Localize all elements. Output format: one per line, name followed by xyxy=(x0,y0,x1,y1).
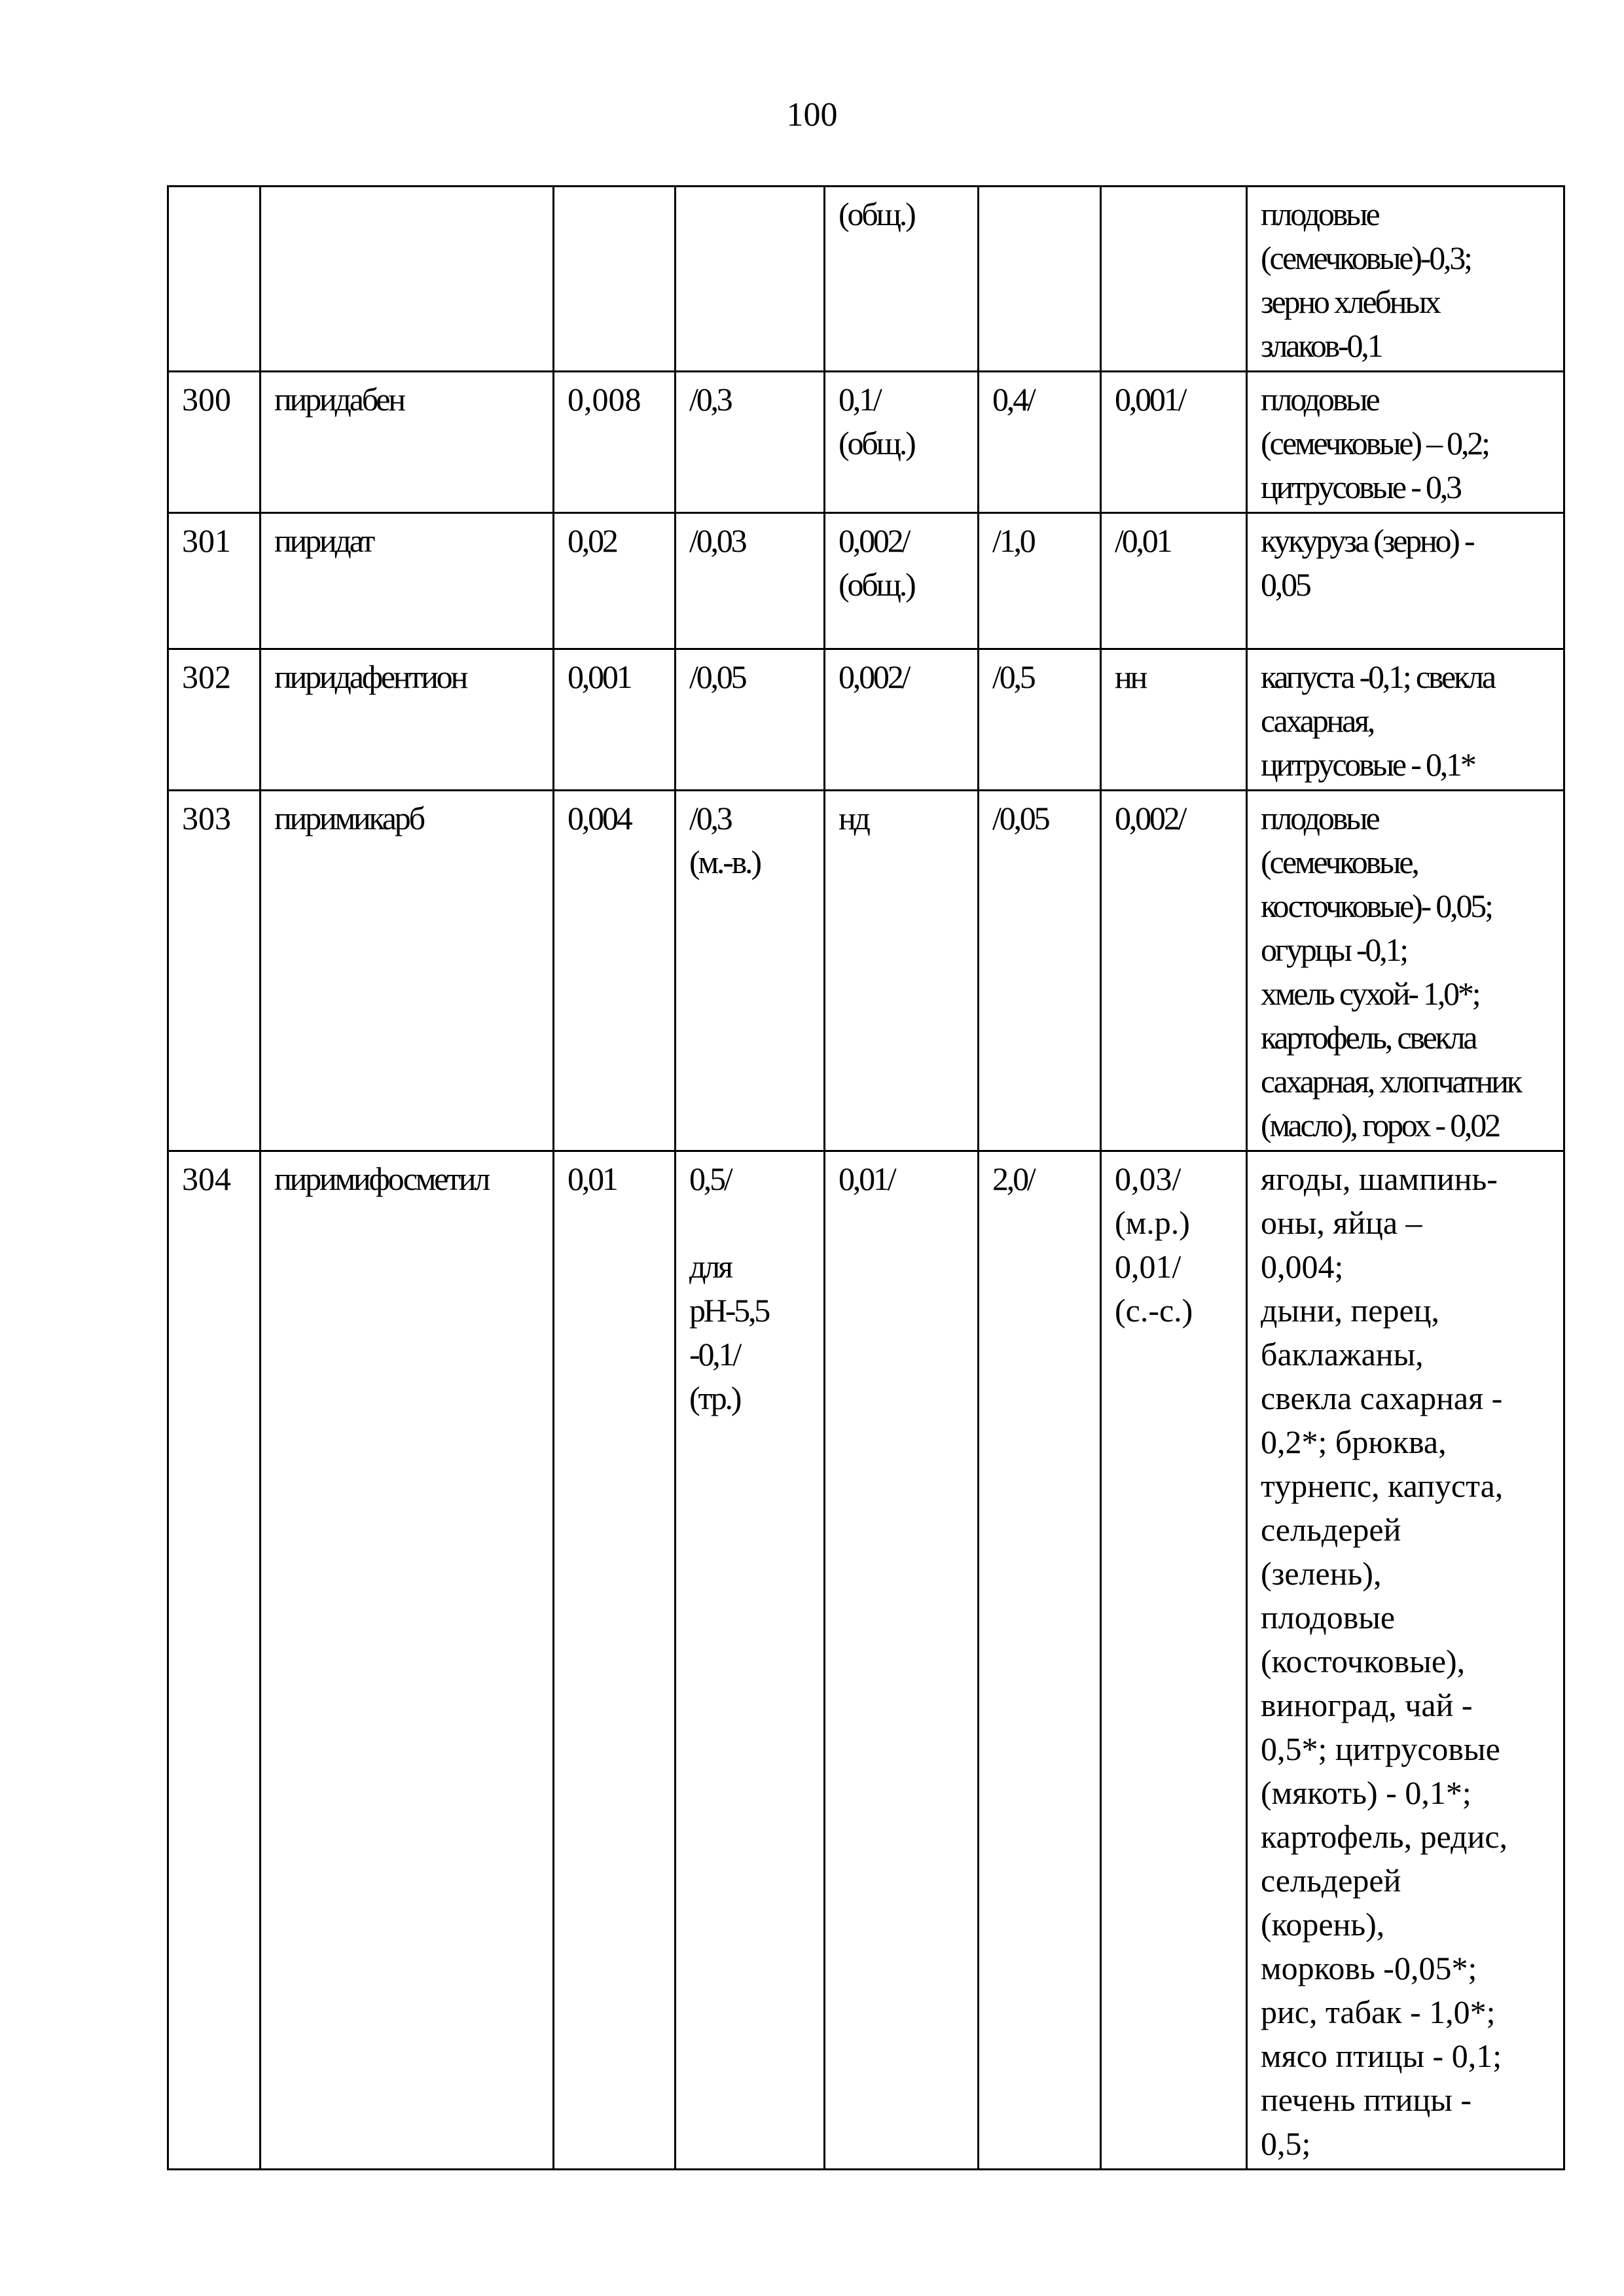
cell-line: 0,01 xyxy=(568,1160,617,1197)
cell-col6 xyxy=(979,187,1101,372)
cell-line: /0,05 xyxy=(992,800,1049,836)
cell-line: (тр.) xyxy=(689,1380,740,1416)
cell-line: 0,2*; брюква, xyxy=(1261,1424,1447,1460)
cell-line: хмель сухой- 1,0*; xyxy=(1261,975,1479,1012)
cell-line: 0,01/ xyxy=(1115,1248,1182,1285)
cell-line: 0,1/ xyxy=(839,381,880,418)
cell-text: 304 xyxy=(182,1160,231,1197)
cell-notes xyxy=(1247,791,1564,1151)
cell-col6 xyxy=(979,1151,1101,2170)
cell-line: цитрусовые - 0,1* xyxy=(1261,746,1475,783)
cell-text: пиримифосметил xyxy=(274,1160,489,1197)
cell-text: пиридабен xyxy=(274,381,404,418)
cell-line: 2,0/ xyxy=(992,1160,1034,1197)
cell-col3 xyxy=(554,1151,676,2170)
cell-line: для xyxy=(689,1248,731,1285)
cell-line: (корень), xyxy=(1261,1906,1385,1943)
cell-col3 xyxy=(554,649,676,791)
cell-line: (масло), горох - 0,02 xyxy=(1261,1107,1499,1143)
cell-line: баклажаны, xyxy=(1261,1336,1424,1372)
cell-col7 xyxy=(1101,649,1247,791)
cell-line: оны, яйца – xyxy=(1261,1204,1422,1241)
cell-col6 xyxy=(979,649,1101,791)
cell-line: кукуруза (зерно) - xyxy=(1261,522,1473,559)
cell-line: капуста -0,1; свекла xyxy=(1261,658,1494,695)
cell-line: (семечковые) – 0,2; xyxy=(1261,425,1489,461)
cell-col5 xyxy=(825,1151,979,2170)
cell-line: плодовые xyxy=(1261,800,1379,836)
cell-text: пиридафентион xyxy=(274,658,467,695)
cell-number xyxy=(168,187,261,372)
cell-line: 0,5*; цитрусовые xyxy=(1261,1731,1500,1767)
cell-line: сельдерей xyxy=(1261,1511,1401,1548)
cell-text: пиримикарб xyxy=(274,800,424,836)
cell-line xyxy=(689,1201,812,1245)
cell-notes xyxy=(1247,1151,1564,2170)
cell-line: рН-5,5 xyxy=(689,1292,769,1329)
table-row xyxy=(168,513,1564,649)
cell-line: печень птицы - xyxy=(1261,2081,1471,2118)
cell-text: 301 xyxy=(182,522,231,559)
cell-line: /0,03 xyxy=(689,522,746,559)
cell-line: огурцы -0,1; xyxy=(1261,931,1407,968)
cell-line: (с.-с.) xyxy=(1115,1292,1193,1329)
cell-col5 xyxy=(825,649,979,791)
cell-notes xyxy=(1247,649,1564,791)
cell-line: злаков-0,1 xyxy=(1261,327,1382,364)
cell-line: /0,01 xyxy=(1115,522,1171,559)
cell-substance xyxy=(261,187,554,372)
cell-line: /0,5 xyxy=(992,658,1034,695)
table-row xyxy=(168,187,1564,372)
cell-line: 0,05 xyxy=(1261,566,1310,603)
cell-number xyxy=(168,791,261,1151)
cell-line: морковь -0,05*; xyxy=(1261,1950,1477,1986)
page-number: 100 xyxy=(786,96,838,134)
cell-line: (м.-в.) xyxy=(689,844,760,880)
cell-line: /1,0 xyxy=(992,522,1034,559)
cell-line: 0,03/ xyxy=(1115,1160,1182,1197)
cell-line: 0,02 xyxy=(568,522,617,559)
cell-number xyxy=(168,649,261,791)
cell-substance xyxy=(261,791,554,1151)
table-body xyxy=(168,187,1564,2170)
cell-col7 xyxy=(1101,791,1247,1151)
cell-line: /0,05 xyxy=(689,658,746,695)
cell-col7 xyxy=(1101,372,1247,513)
cell-line: рис, табак - 1,0*; xyxy=(1261,1994,1496,2030)
cell-line: (семечковые)-0,3; xyxy=(1261,240,1471,276)
cell-col5 xyxy=(825,372,979,513)
cell-col4 xyxy=(676,513,825,649)
cell-col6 xyxy=(979,372,1101,513)
cell-line: турнепс, капуста, xyxy=(1261,1467,1504,1504)
cell-line: 0,5; xyxy=(1261,2125,1311,2162)
cell-line: 0,002/ xyxy=(839,522,909,559)
cell-col3 xyxy=(554,372,676,513)
cell-col4 xyxy=(676,187,825,372)
cell-col5 xyxy=(825,513,979,649)
cell-col7 xyxy=(1101,187,1247,372)
cell-substance xyxy=(261,1151,554,2170)
cell-line: сельдерей xyxy=(1261,1862,1401,1899)
cell-line: плодовые xyxy=(1261,196,1379,232)
cell-line: 0,002/ xyxy=(1115,800,1185,836)
cell-line: ягоды, шампинь- xyxy=(1261,1160,1498,1197)
cell-line: 0,008 xyxy=(568,381,641,418)
cell-text: 303 xyxy=(182,800,231,836)
cell-line: сахарная, xyxy=(1261,702,1374,739)
cell-substance xyxy=(261,649,554,791)
cell-line: цитрусовые - 0,3 xyxy=(1261,469,1460,505)
cell-number xyxy=(168,372,261,513)
cell-line: сахарная, хлопчатник xyxy=(1261,1063,1521,1100)
cell-col5 xyxy=(825,791,979,1151)
cell-line: (м.р.) xyxy=(1115,1204,1190,1241)
cell-text: 302 xyxy=(182,658,231,695)
cell-col7 xyxy=(1101,513,1247,649)
hygiene-standards-table xyxy=(167,185,1565,2170)
cell-col4 xyxy=(676,791,825,1151)
cell-line: (зелень), xyxy=(1261,1555,1382,1592)
cell-line: мясо птицы - 0,1; xyxy=(1261,2037,1502,2074)
cell-notes xyxy=(1247,513,1564,649)
cell-line: 0,002/ xyxy=(839,658,909,695)
cell-line: зерно хлебных xyxy=(1261,283,1439,320)
cell-line: нн xyxy=(1115,658,1146,695)
cell-line: 0,01/ xyxy=(839,1160,895,1197)
cell-line: картофель, свекла xyxy=(1261,1019,1476,1056)
cell-text: пиридат xyxy=(274,522,374,559)
cell-col6 xyxy=(979,513,1101,649)
cell-line: (косточковые), xyxy=(1261,1643,1466,1679)
cell-line: 0,001/ xyxy=(1115,381,1185,418)
cell-line: 0,4/ xyxy=(992,381,1034,418)
table-row xyxy=(168,1151,1564,2170)
cell-line: -0,1/ xyxy=(689,1336,740,1372)
cell-notes xyxy=(1247,372,1564,513)
cell-line: (семечковые, xyxy=(1261,844,1418,880)
cell-line: 0,5/ xyxy=(689,1160,731,1197)
cell-line: (общ.) xyxy=(839,566,914,603)
cell-col4 xyxy=(676,649,825,791)
cell-line: 0,004; xyxy=(1261,1248,1344,1285)
cell-line: (мякоть) - 0,1*; xyxy=(1261,1774,1471,1811)
cell-col3 xyxy=(554,187,676,372)
cell-line: дыни, перец, xyxy=(1261,1292,1439,1329)
cell-line: (общ.) xyxy=(839,196,914,232)
cell-line: (общ.) xyxy=(839,425,914,461)
cell-line: 0,004 xyxy=(568,800,631,836)
cell-col5 xyxy=(825,187,979,372)
cell-col3 xyxy=(554,513,676,649)
cell-line: 0,001 xyxy=(568,658,631,695)
cell-line: картофель, редис, xyxy=(1261,1818,1508,1855)
cell-line: /0,3 xyxy=(689,800,731,836)
cell-line: плодовые xyxy=(1261,1599,1396,1636)
cell-substance xyxy=(261,372,554,513)
cell-line: нд xyxy=(839,800,869,836)
cell-col4 xyxy=(676,1151,825,2170)
cell-number xyxy=(168,513,261,649)
cell-line: /0,3 xyxy=(689,381,731,418)
table-row xyxy=(168,372,1564,513)
table-row xyxy=(168,791,1564,1151)
cell-col3 xyxy=(554,791,676,1151)
cell-col6 xyxy=(979,791,1101,1151)
cell-col7 xyxy=(1101,1151,1247,2170)
cell-notes xyxy=(1247,187,1564,372)
cell-line: косточковые)- 0,05; xyxy=(1261,888,1492,924)
cell-substance xyxy=(261,513,554,649)
cell-number xyxy=(168,1151,261,2170)
cell-line: плодовые xyxy=(1261,381,1379,418)
cell-line: виноград, чай - xyxy=(1261,1687,1473,1723)
cell-line: свекла сахарная - xyxy=(1261,1380,1503,1416)
cell-col4 xyxy=(676,372,825,513)
cell-text: 300 xyxy=(182,381,231,418)
table-row xyxy=(168,649,1564,791)
